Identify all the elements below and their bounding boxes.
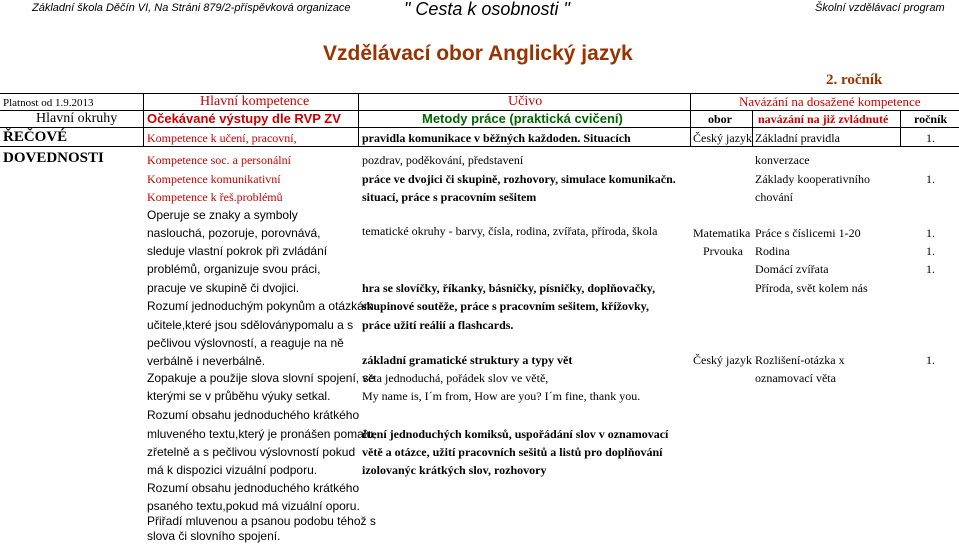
grade-label: 2. ročník (826, 72, 883, 88)
competence-text: Operuje se znaky a symboly (147, 208, 298, 222)
subject-text: Český jazyk (693, 131, 752, 145)
column-main-areas: Hlavní okruhy (36, 111, 118, 126)
page-title: Vzdělávací obor Anglický jazyk (323, 42, 633, 65)
method-text: skupinové soutěže, práce s pracovním sešitem, křížovky, (362, 299, 649, 313)
competence-text: má k dispozici vizuální podporu. (147, 463, 318, 477)
program-name: Školní vzdělávací program (815, 2, 945, 14)
year-text: 1. (926, 172, 935, 186)
area-label: DOVEDNOSTI (3, 150, 104, 166)
competence-text: Rozumí obsahu jednoduchého krátkého (147, 481, 360, 495)
year-text: 1. (926, 131, 935, 145)
competence-text: Kompetence k učení, pracovní, (147, 131, 297, 145)
method-text: věta jednoduchá, pořádek slov ve větě, (362, 371, 549, 385)
method-text: pozdrav, poděkování, představení (362, 153, 524, 167)
competence-text: Kompetence soc. a personální (147, 153, 291, 167)
motto: " Cesta k osobnosti " (404, 0, 570, 19)
competence-text: naslouchá, pozoruje, porovnává, (147, 226, 321, 240)
competence-text: zřetelně a s pečlivou výslovností pokud (147, 445, 356, 459)
year-text: 1. (926, 226, 935, 240)
method-text: pravidla komunikace v běžných každoden. Situacích (362, 131, 631, 145)
year-text: 1. (926, 353, 935, 367)
linkage-text: Základní pravidla (755, 131, 840, 145)
method-text: situací, práce s pracovním sešitem (362, 190, 537, 204)
linkage-text: Základy kooperativního (755, 172, 870, 186)
competence-text: Rozumí jednoduchým pokynům a otázkám (147, 299, 374, 313)
method-text: práce užití reálií a flashcards. (362, 318, 514, 332)
column-year: ročník (914, 112, 948, 126)
year-text: 1. (926, 262, 935, 276)
method-text: základní gramatické struktury a typy vět (362, 353, 573, 367)
competence-text: problémů, organizuje svou práci, (147, 262, 321, 276)
competence-text: mluveného textu,který je pronášen pomalu, (147, 427, 377, 441)
validity-label: Platnost od 1.9.2013 (3, 97, 94, 109)
competence-text: Zopakuje a použije slova slovní spojení, se (147, 371, 376, 385)
competence-text: Přiřadí mluvenou a psanou podobu téhož s (147, 514, 376, 528)
linkage-text: Rozlišení-otázka x (755, 353, 845, 367)
method-text: tematické okruhy - barvy, čísla, rodina, zvířata, příroda, škola (362, 224, 658, 238)
linkage-text: Práce s číslicemi 1-20 (755, 226, 861, 240)
competence-text: slova či slovního spojení. (147, 529, 281, 543)
subject-text: Český jazyk (693, 353, 752, 367)
linkage-text: oznamovací věta (755, 371, 836, 385)
area-label: ŘEČOVÉ (3, 129, 68, 145)
method-text: větě a otázce, užití pracovních sešitů a listů pro doplňování (362, 445, 663, 459)
competence-text: pracuje ve skupině či dvojici. (147, 281, 300, 295)
method-text: čtení jednoduchých komiksů, uspořádání slov v oznamovací (362, 427, 669, 441)
school-name: Základní škola Děčín VI, Na Stráni 879/2-příspěvková organizace (32, 2, 351, 14)
linkage-text: Domácí zvířata (755, 262, 829, 276)
linkage-text: chování (755, 190, 793, 204)
linkage-text: konverzace (755, 153, 810, 167)
subject-text: Prvouka (703, 244, 743, 258)
competence-text: Kompetence k řeš.problémů (147, 190, 283, 204)
column-linkage: Navázání na dosažené kompetence (739, 94, 921, 109)
method-text: práce ve dvojici či skupině, rozhovory, simulace komunikačn. (362, 172, 676, 186)
competence-text: Rozumí obsahu jednoduchého krátkého (147, 408, 360, 422)
method-text: hra se slovíčky, říkanky, básničky, písničky, doplňovačky, (362, 281, 656, 295)
column-curriculum: Učivo (508, 94, 543, 109)
column-expected-outputs: Očekávané výstupy dle RVP ZV (147, 111, 341, 126)
competence-text: verbálně i neverbálně. (147, 354, 266, 368)
column-main-competences: Hlavní kompetence (200, 94, 310, 109)
subject-text: Matematika (693, 226, 751, 240)
column-linkage-to: navázání na již zvládnuté (758, 112, 889, 126)
linkage-text: Rodina (755, 244, 790, 258)
year-text: 1. (926, 244, 935, 258)
competence-text: sleduje vlastní pokrok při zvládání (147, 244, 328, 258)
competence-text: Kompetence komunikativní (147, 172, 281, 186)
competence-text: psaného textu,pokud má vizuální oporu. (147, 499, 360, 513)
linkage-text: Příroda, svět kolem nás (755, 281, 868, 295)
method-text: izolovanýc krátkých slov, rozhovory (362, 463, 547, 477)
method-text: My name is, I´m from, How are you? I´m fine, thank you. (362, 389, 641, 403)
competence-text: pečlivou výslovností, a reaguje na ně (147, 336, 344, 350)
column-subject: obor (708, 112, 732, 126)
competence-text: učitele,které jsou sděloványpomalu a s (147, 318, 354, 332)
column-methods: Metody práce (praktická cvičení) (422, 111, 623, 126)
competence-text: kterými se v průběhu výuky setkal. (147, 389, 331, 403)
